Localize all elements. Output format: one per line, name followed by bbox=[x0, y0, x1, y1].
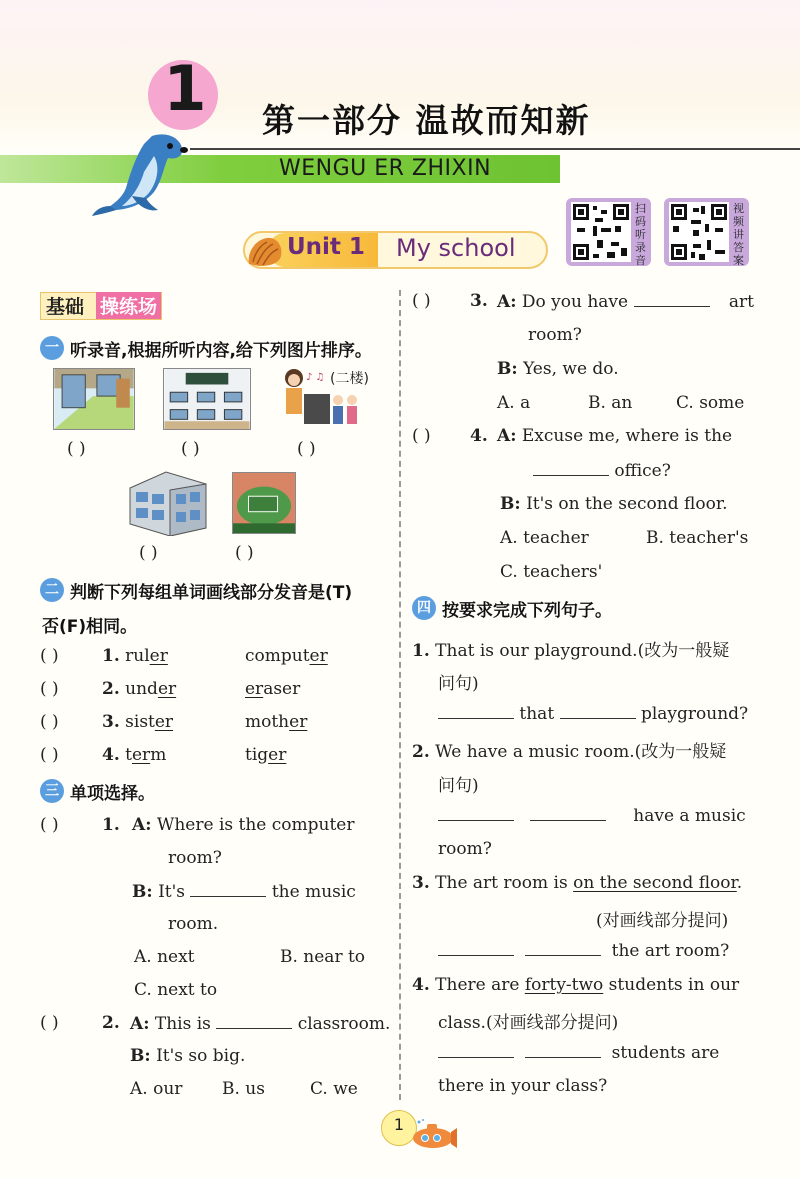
item-number: 2. bbox=[102, 679, 120, 699]
answer-text: Yes, we do. bbox=[523, 359, 619, 379]
word: ruler bbox=[125, 646, 168, 666]
answer-text: It's bbox=[158, 882, 186, 902]
option-b[interactable]: B. near to bbox=[280, 947, 366, 967]
item-number: 4. bbox=[470, 426, 488, 446]
blank-field[interactable] bbox=[525, 1042, 601, 1058]
blank-field[interactable] bbox=[533, 460, 609, 476]
option-a[interactable]: A. a bbox=[497, 393, 531, 413]
column-divider bbox=[399, 290, 401, 1100]
answer-text: the music bbox=[271, 882, 356, 902]
floor-label: (二楼) bbox=[330, 371, 369, 387]
word: term bbox=[125, 745, 167, 765]
answer-bracket[interactable]: ( ) bbox=[40, 679, 59, 699]
option-c[interactable]: C. we bbox=[310, 1079, 358, 1099]
word: eraser bbox=[245, 679, 301, 699]
instruction-note: (对画线部分提问) bbox=[596, 911, 729, 931]
answer-bracket[interactable]: ( ) bbox=[40, 815, 59, 835]
qr-code-answers[interactable] bbox=[664, 198, 749, 266]
speaker-a: A: bbox=[132, 815, 152, 835]
blank-field[interactable] bbox=[560, 703, 636, 719]
blank-field[interactable] bbox=[438, 1042, 514, 1058]
underlined-phrase: on the second floor bbox=[573, 873, 737, 893]
sentence: students are bbox=[611, 1043, 720, 1063]
sea-lion-mascot-icon bbox=[92, 126, 202, 218]
qr-code-icon bbox=[571, 202, 631, 262]
section-badge: 二 bbox=[40, 578, 64, 602]
qr-label: 扫码听录音 bbox=[635, 202, 646, 267]
section2-instruction-line1: 判断下列每组单词画线部分发音是(T) bbox=[70, 583, 353, 603]
speaker-a: A: bbox=[130, 1014, 150, 1034]
answer-bracket[interactable]: ( ) bbox=[139, 543, 158, 563]
option-a[interactable]: A. our bbox=[130, 1079, 183, 1099]
unit-name: My school bbox=[396, 234, 516, 262]
picture-playground bbox=[232, 472, 296, 534]
basics-tag-label: 基础 bbox=[46, 296, 85, 318]
speaker-a: A: bbox=[497, 292, 517, 312]
option-b[interactable]: B. an bbox=[588, 393, 633, 413]
unit-number: Unit 1 bbox=[287, 234, 365, 260]
sentence: room? bbox=[438, 839, 492, 859]
word: computer bbox=[245, 646, 328, 666]
word: mother bbox=[245, 712, 308, 732]
sentence: 问句) bbox=[438, 776, 479, 796]
answer-bracket[interactable]: ( ) bbox=[297, 439, 316, 459]
answer-bracket[interactable]: ( ) bbox=[412, 291, 431, 311]
sentence: 问句) bbox=[438, 674, 479, 694]
section3-instruction: 单项选择。 bbox=[70, 784, 155, 804]
answer-bracket[interactable]: ( ) bbox=[181, 439, 200, 459]
sentence-end: . bbox=[736, 873, 743, 893]
answer-bracket[interactable]: ( ) bbox=[235, 543, 254, 563]
qr-label: 视频讲答案 bbox=[733, 202, 744, 267]
speaker-b: B: bbox=[497, 359, 518, 379]
section4-instruction: 按要求完成下列句子。 bbox=[442, 601, 612, 621]
sentence: class.(对画线部分提问) bbox=[438, 1013, 619, 1033]
section-badge: 一 bbox=[40, 336, 64, 360]
blank-field[interactable] bbox=[438, 805, 514, 821]
item-number: 1. bbox=[412, 641, 430, 661]
answer-bracket[interactable]: ( ) bbox=[40, 712, 59, 732]
answer-text: It's so big. bbox=[156, 1046, 246, 1066]
blank-field[interactable] bbox=[525, 940, 601, 956]
shell-icon bbox=[245, 234, 285, 268]
sentence: The art room is bbox=[435, 873, 574, 893]
blank-field[interactable] bbox=[634, 291, 710, 307]
sentence: We have a music room.(改为一般疑 bbox=[435, 742, 727, 762]
picture-corridor bbox=[53, 368, 135, 430]
item-number: 4. bbox=[412, 975, 430, 995]
blank-field[interactable] bbox=[190, 881, 266, 897]
question-text: This is bbox=[154, 1014, 211, 1034]
sentence: there in your class? bbox=[438, 1076, 608, 1096]
sentence: have a music bbox=[633, 806, 746, 826]
submarine-icon bbox=[405, 1118, 457, 1150]
sentence: students in our bbox=[603, 975, 740, 995]
word: under bbox=[125, 679, 177, 699]
sentence: That is our playground.(改为一般疑 bbox=[435, 641, 730, 661]
speaker-b: B: bbox=[130, 1046, 151, 1066]
section2-instruction-line2: 否(F)相同。 bbox=[42, 617, 138, 637]
word: sister bbox=[125, 712, 174, 732]
answer-bracket[interactable]: ( ) bbox=[412, 426, 431, 446]
question-text: office? bbox=[614, 461, 671, 481]
section-badge: 三 bbox=[40, 779, 64, 803]
blank-field[interactable] bbox=[530, 805, 606, 821]
question-text: room? bbox=[168, 848, 222, 868]
qr-code-icon bbox=[669, 202, 729, 262]
option-c[interactable]: C. next to bbox=[134, 980, 218, 1000]
answer-bracket[interactable]: ( ) bbox=[40, 1013, 59, 1033]
question-text: room? bbox=[528, 325, 582, 345]
sentence: playground? bbox=[640, 704, 749, 724]
section-badge: 四 bbox=[412, 596, 436, 620]
answer-bracket[interactable]: ( ) bbox=[40, 745, 59, 765]
basics-tag-highlight: 操练场 bbox=[96, 292, 161, 319]
question-text: Excuse me, where is the bbox=[521, 426, 733, 446]
sentence: There are bbox=[435, 975, 525, 995]
sentence: the art room? bbox=[611, 941, 730, 961]
item-number: 3. bbox=[470, 291, 488, 311]
section1-instruction: 听录音,根据所听内容,给下列图片排序。 bbox=[70, 341, 372, 361]
underlined-phrase: forty-two bbox=[524, 975, 604, 995]
blank-field[interactable] bbox=[216, 1013, 292, 1029]
speaker-a: A: bbox=[497, 426, 517, 446]
option-b[interactable]: B. us bbox=[222, 1079, 265, 1099]
speaker-b: B: bbox=[500, 494, 521, 514]
option-b[interactable]: B. teacher's bbox=[646, 528, 749, 548]
svg-text:♪ ♫: ♪ ♫ bbox=[306, 372, 325, 383]
picture-computer-room bbox=[163, 368, 251, 430]
item-number: 2. bbox=[412, 742, 430, 762]
answer-text: room. bbox=[168, 914, 219, 934]
answer-text: It's on the second floor. bbox=[526, 494, 728, 514]
question-text: classroom. bbox=[297, 1014, 391, 1034]
part-number: 1 bbox=[163, 52, 207, 125]
qr-code-listen[interactable] bbox=[566, 198, 651, 266]
item-number: 3. bbox=[102, 712, 120, 732]
answer-bracket[interactable]: ( ) bbox=[67, 439, 86, 459]
question-text: Where is the computer bbox=[156, 815, 355, 835]
option-a[interactable]: A. next bbox=[134, 947, 195, 967]
title-rule bbox=[190, 148, 800, 150]
page-number: 1 bbox=[393, 1115, 405, 1134]
option-a[interactable]: A. teacher bbox=[500, 528, 589, 548]
speaker-b: B: bbox=[132, 882, 153, 902]
picture-building bbox=[126, 468, 210, 536]
blank-field[interactable] bbox=[438, 703, 514, 719]
question-text: art bbox=[728, 292, 754, 312]
item-number: 3. bbox=[412, 873, 430, 893]
item-number: 4. bbox=[102, 745, 120, 765]
sentence: that bbox=[519, 704, 555, 724]
item-number: 1. bbox=[102, 815, 120, 835]
question-text: Do you have bbox=[521, 292, 629, 312]
pinyin-title: WENGU ER ZHIXIN bbox=[279, 156, 492, 181]
item-number: 1. bbox=[102, 646, 120, 666]
item-number: 2. bbox=[102, 1013, 120, 1033]
blank-field[interactable] bbox=[438, 940, 514, 956]
option-c[interactable]: C. teachers' bbox=[500, 562, 603, 582]
part-title: 第一部分 温故而知新 bbox=[262, 101, 591, 140]
option-c[interactable]: C. some bbox=[676, 393, 745, 413]
answer-bracket[interactable]: ( ) bbox=[40, 646, 59, 666]
word: tiger bbox=[245, 745, 287, 765]
